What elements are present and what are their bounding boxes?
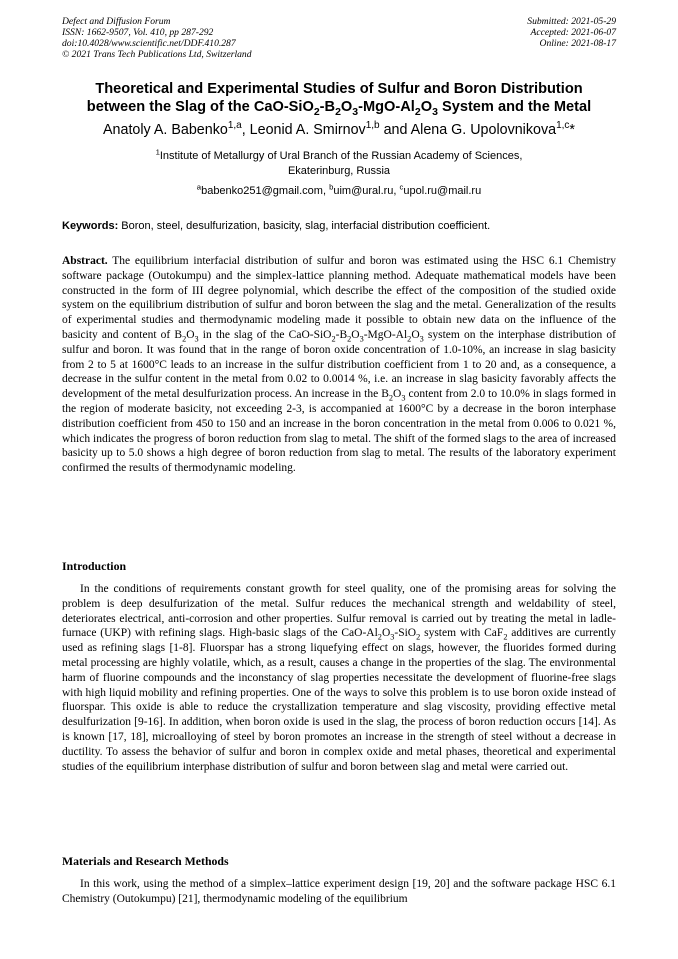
keywords-label: Keywords:	[62, 220, 119, 232]
author-name: Leonid A. Smirnov	[249, 122, 366, 138]
online-date: Online: 2021-08-17	[539, 38, 616, 49]
abstract-label: Abstract.	[62, 255, 108, 267]
submitted-date: Submitted: 2021-05-29	[527, 16, 616, 27]
corresponding-mark: *	[569, 122, 575, 138]
journal-name: Defect and Diffusion Forum	[62, 16, 171, 27]
keywords	[62, 219, 616, 233]
affiliation: $^1$Institute of Metallurgy of Ural Branch of the Russian Academy of Sciences, Ekaterinburg, Russia	[155, 147, 523, 177]
title-line-1: Theoretical and Experimental Studies of Sulfur and Boron Distribution	[95, 81, 583, 97]
abstract: Abstract. The equilibrium interfacial distribution of sulfur and boron was estimated using the HSC 6.1 Chemistry software package (Outokumpu) and the simplex-lattice planning method. Adequate mathematical models have been constructed in the form of III degree polynomial, which describe the effect of the composition of the studied oxide system on the equilibrium distribution of sulfur and boron between the slag and the metal. Generalization of the results of experimental studies and thermodynamic modeling made it possible to obtain new data on the influence of the basicity and content of $B_2O_3$ in the slag of the CaO-$SiO_2-B_2O_3-MgO-Al_2O_3$ system on the interphase distribution of sulfur and boron. It was found that in the range of boron oxide concentration of 1.0-10%, an increase in slag basicity from 2 to 5 at 1600°C leads to an increase in the sulfur distribution coefficient from 1 to 20 and, as a consequence, a decrease in the sulfur content in the metal from 0.02 to 0.0014 %, i.e. an increase in slag basicity favorably affects the development of the metal desulfurization process. An increase in the $B_2O_3$ content from 2.0 to 10.0% in slags formed in the region of moderate basicity, not exceeding 2-3, is accompanied at 1600°C by a decrease in the boron interphase distribution coefficient from 450 to 150 and an increase in the boron concentration in the metal from 0.006 to 0.021 %, which indicates the progress of boron reduction from slag to metal. The shift of the formed slags to the area of increased basicity up to 5.0 shows a high degree of boron reduction from slag to metal. The results of the laboratory experiment confirmed the results of thermodynamic modeling.	[62, 255, 617, 475]
publication-dates	[527, 16, 616, 49]
email-link[interactable]: upol.ru@mail.ru	[403, 185, 482, 197]
author-name: Anatoly A. Babenko	[103, 122, 228, 138]
journal-header	[62, 16, 252, 60]
accepted-date: Accepted: 2021-06-07	[530, 27, 616, 38]
introduction-paragraph: In the conditions of requirements constant growth for steel quality, one of the promising areas for solving the problem is deep desulfurization of the metal. Sulfur reduces the mechanical strength and weldability of steel, deteriorates electrical, anti-corrosion and other properties. Sulfur removal is carried out by treating the metal in ladle-furnace (UKP) with refining slags. High-basic slags of the CaO-$Al_2O_3-SiO_2$ system with CaF$_2$ additives are currently used as refining slags [1-8]. Fluorspar has a strong liquefying effect on slags, however, the fluorides formed during metal processing are highly volatile, which, as a result, causes a change in the properties of the slag. The environmental harm of fluorine compounds and the inconstancy of slag properties necessitate the development of fluorine-free slags with high liquid mobility and refining properties. One of the ways to solve this problem is to use boron oxide instead of fluorspar. This oxide is able to reduce the crystallization temperature and slag viscosity, providing effective metal desulfurization [9-16]. In addition, when boron oxide is used in the slag, the process of boron reduction occurs [14]. As is known [17, 18], microalloying of steel by boron promotes an increase in the strength of steel without a decrease in ductility. To assess the behavior of sulfur and boron in complex oxide and metal phases, theoretical and experimental studies of the equilibrium interphase distribution of sulfur and boron between slag and metal were carried out.	[62, 583, 616, 773]
author-emails: $^a$babenko251@gmail.com, $^b$uim@ural.ru, $^c$upol.ru@mail.ru	[196, 182, 482, 197]
author-name: Alena G. Upolovnikova	[410, 122, 557, 138]
copyright-line: © 2021 Trans Tech Publications Ltd, Switzerland	[62, 49, 252, 60]
email-link[interactable]: babenko251@gmail.com	[201, 185, 323, 197]
section-heading-methods: Materials and Research Methods	[62, 854, 229, 868]
paper-title	[50, 80, 628, 116]
methods-paragraph: In this work, using the method of a simplex–lattice experiment design [19, 20] and the software package HSC 6.1 Chemistry (Outokumpu) [21], thermodynamic modeling of the equilibrium	[62, 878, 616, 905]
author-list: Anatoly A. Babenko$^{1,a}$, Leonid A. Smirnov$^{1,b}$ and Alena G. Upolovnikova$^{1,c}$*	[103, 120, 575, 138]
keywords-text: Boron, steel, desulfurization, basicity, slag, interfacial distribution coefficient.	[118, 220, 491, 232]
email-link[interactable]: uim@ural.ru	[333, 185, 394, 197]
doi-line: doi:10.4028/www.scientific.net/DDF.410.287	[62, 38, 236, 49]
issn-line: ISSN: 1662-9507, Vol. 410, pp 287-292	[62, 27, 214, 38]
title-line-2: between the Slag of the CaO-$SiO_2-B_2O_3-MgO-Al_2O_3$ System and the Metal	[86, 99, 592, 118]
section-heading-introduction: Introduction	[62, 559, 127, 573]
